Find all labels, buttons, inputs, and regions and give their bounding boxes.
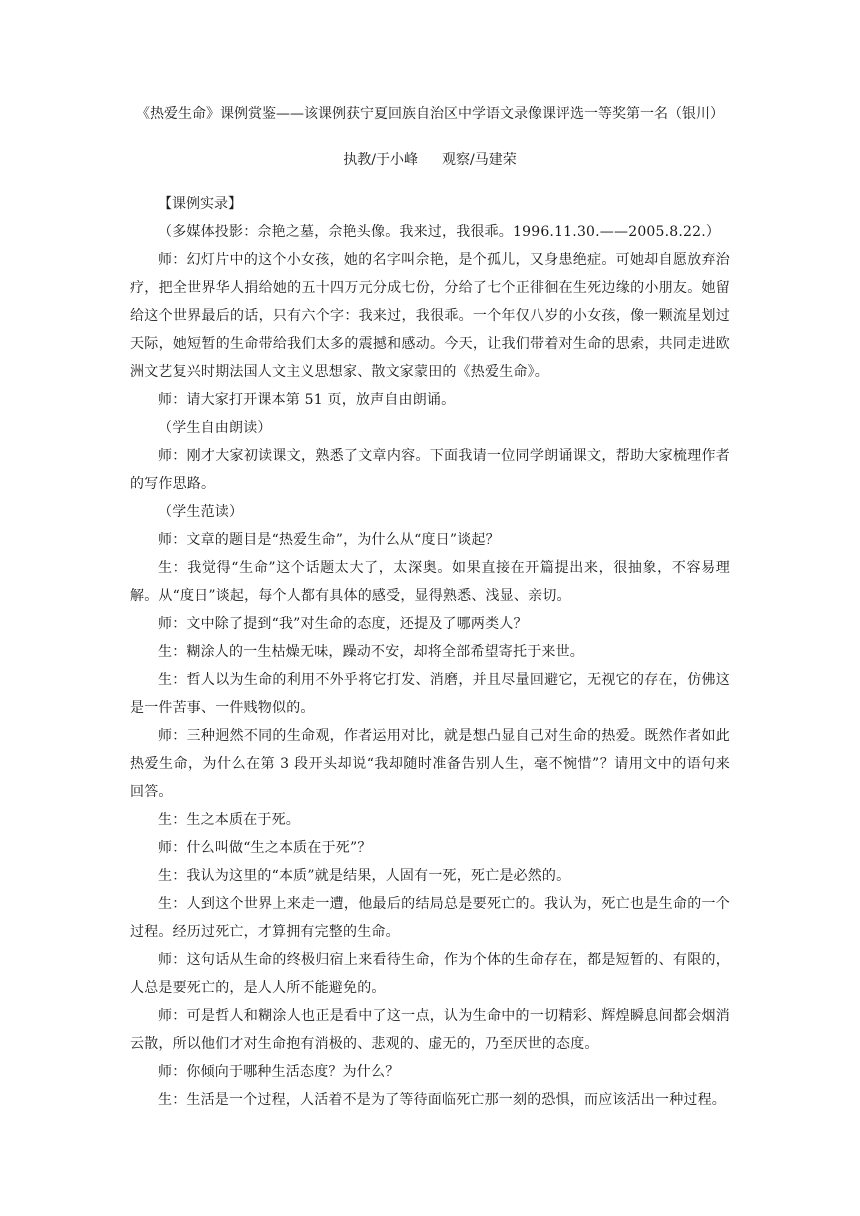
paragraph-stage-direction: （学生范读） bbox=[158, 504, 244, 520]
paragraph: 生：我认为这里的“本质”就是结果，人固有一死，死亡是必然的。 bbox=[158, 868, 571, 884]
paragraph-stage-direction: （学生自由朗读） bbox=[158, 420, 272, 436]
paragraph: 师：文章的题目是“热爱生命”，为什么从“度日”谈起？ bbox=[158, 532, 500, 548]
paragraph: 师：刚才大家初读课文，熟悉了文章内容。下面我请一位同学朗诵课文，帮助大家梳理作者的写作思路。 bbox=[130, 448, 730, 492]
byline-observer: 观察/马建荣 bbox=[442, 152, 517, 168]
paragraph: 师：什么叫做“生之本质在于死”？ bbox=[158, 840, 372, 856]
section-heading: 【课例实录】 bbox=[158, 196, 242, 212]
paragraph: 生：糊涂人的一生枯燥无味，躁动不安，却将全部希望寄托于来世。 bbox=[158, 644, 584, 660]
paragraph: 生：人到这个世界上来走一遭，他最后的结局总是要死亡的。我认为，死亡也是生命的一个过程。经历过死亡，才算拥有完整的生命。 bbox=[130, 896, 730, 940]
paragraph: 生：哲人以为生命的利用不外乎将它打发、消磨，并且尽量回避它，无视它的存在，仿佛这是一件苦事、一件贱物似的。 bbox=[130, 672, 730, 716]
paragraph-slide-caption: （多媒体投影：佘艳之墓，佘艳头像。我来过，我很乖。1996.11.30.——2005.8.22.） bbox=[158, 224, 721, 240]
paragraph: 师：三种迥然不同的生命观，作者运用对比，就是想凸显自己对生命的热爱。既然作者如此热爱生命，为什么在第 3 段开头却说“我却随时准备告别人生，毫不惋惜”？请用文中的语句来回答。 bbox=[130, 728, 730, 800]
paragraph: 生：我觉得“生命”这个话题太大了，太深奥。如果直接在开篇提出来，很抽象，不容易理解。从“度日”谈起，每个人都有具体的感受，显得熟悉、浅显、亲切。 bbox=[130, 560, 730, 604]
document-title: 《热爱生命》课例赏鉴——该课例获宁夏回族自治区中学语文录像课评选一等奖第一名（银川） bbox=[136, 106, 724, 122]
paragraph: 师：文中除了提到“我”对生命的态度，还提及了哪两类人？ bbox=[158, 616, 528, 632]
document-page bbox=[130, 100, 730, 1114]
paragraph: 师：你倾向于哪种生活态度？为什么？ bbox=[158, 1064, 400, 1080]
byline-teacher: 执教/于小峰 bbox=[343, 152, 418, 168]
paragraph: 师：请大家打开课本第 51 页，放声自由朗诵。 bbox=[158, 392, 456, 408]
paragraph: 师：可是哲人和糊涂人也正是看中了这一点，认为生命中的一切精彩、辉煌瞬息间都会烟消云散，所以他们才对生命抱有消极的、悲观的、虚无的，乃至厌世的态度。 bbox=[130, 1008, 730, 1052]
paragraph: 生：生活是一个过程，人活着不是为了等待面临死亡那一刻的恐惧，而应该活出一种过程。 bbox=[158, 1092, 726, 1108]
paragraph: 师：幻灯片中的这个小女孩，她的名字叫佘艳，是个孤儿，又身患绝症。可她却自愿放弃治疗，把全世界华人捐给她的五十四万元分成七份，分给了七个正徘徊在生死边缘的小朋友。她留给这个世界最后的话，只有六个字：我来过，我很乖。一个年仅八岁的小女孩，像一颗流星划过天际，她短暂的生命带给我们太多的震撼和感动。今天，让我们带着对生命的思索，共同走进欧洲文艺复兴时期法国人文主义思想家、散文家蒙田的《热爱生命》。 bbox=[130, 252, 730, 380]
paragraph: 生：生之本质在于死。 bbox=[158, 812, 300, 828]
paragraph: 师：这句话从生命的终极归宿上来看待生命，作为个体的生命存在，都是短暂的、有限的，人总是要死亡的，是人人所不能避免的。 bbox=[130, 952, 730, 996]
byline bbox=[130, 146, 730, 174]
